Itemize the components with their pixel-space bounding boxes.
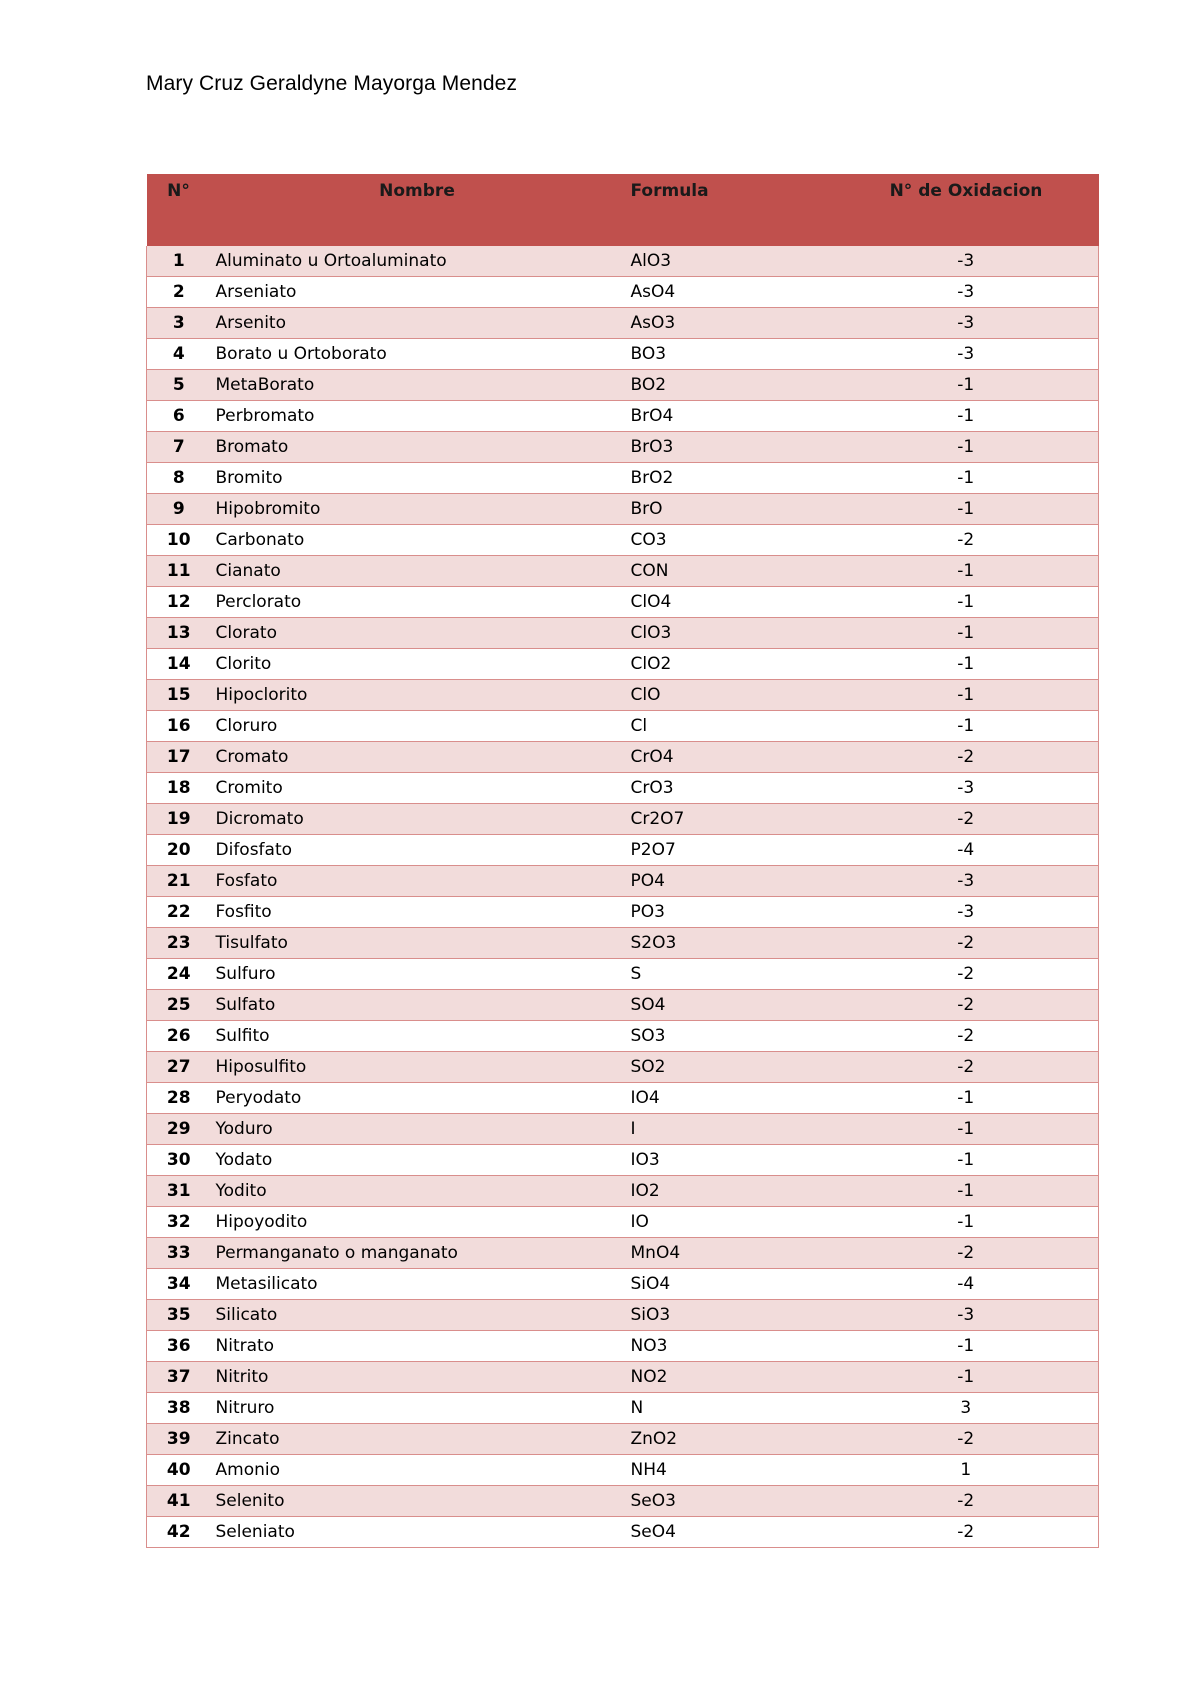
row-formula: NO3: [624, 1331, 834, 1362]
row-formula: BrO3: [624, 432, 834, 463]
row-oxidation: -3: [834, 866, 1099, 897]
row-name: Arseniato: [211, 277, 624, 308]
row-formula: IO: [624, 1207, 834, 1238]
row-formula: I: [624, 1114, 834, 1145]
row-name: MetaBorato: [211, 370, 624, 401]
row-formula: Cl: [624, 711, 834, 742]
header-oxidation: N° de Oxidacion: [834, 175, 1099, 247]
row-number: 32: [147, 1207, 211, 1238]
table-row: [147, 246, 1099, 277]
row-name: Amonio: [211, 1455, 624, 1486]
row-oxidation: -1: [834, 494, 1099, 525]
table-row: [147, 339, 1099, 370]
row-oxidation: -4: [834, 1269, 1099, 1300]
row-number: 24: [147, 959, 211, 990]
row-oxidation: -1: [834, 711, 1099, 742]
row-number: 19: [147, 804, 211, 835]
row-name: Cromito: [211, 773, 624, 804]
row-formula: SiO4: [624, 1269, 834, 1300]
row-number: 12: [147, 587, 211, 618]
row-formula: BrO2: [624, 463, 834, 494]
row-formula: IO3: [624, 1145, 834, 1176]
row-name: Yodato: [211, 1145, 624, 1176]
table-row: [147, 1083, 1099, 1114]
row-formula: NH4: [624, 1455, 834, 1486]
table-body: [147, 246, 1099, 1548]
row-number: 42: [147, 1517, 211, 1548]
row-formula: CrO4: [624, 742, 834, 773]
row-oxidation: -1: [834, 649, 1099, 680]
row-oxidation: 1: [834, 1455, 1099, 1486]
table-row: [147, 773, 1099, 804]
row-number: 4: [147, 339, 211, 370]
row-formula: PO4: [624, 866, 834, 897]
row-oxidation: -2: [834, 525, 1099, 556]
row-oxidation: -2: [834, 1486, 1099, 1517]
row-number: 6: [147, 401, 211, 432]
row-oxidation: -2: [834, 1424, 1099, 1455]
row-number: 20: [147, 835, 211, 866]
row-oxidation: -1: [834, 618, 1099, 649]
row-number: 21: [147, 866, 211, 897]
table-row: [147, 277, 1099, 308]
row-oxidation: -2: [834, 804, 1099, 835]
row-oxidation: -1: [834, 1114, 1099, 1145]
table-row: [147, 928, 1099, 959]
row-name: Metasilicato: [211, 1269, 624, 1300]
row-number: 11: [147, 556, 211, 587]
table-row: [147, 1176, 1099, 1207]
row-name: Nitruro: [211, 1393, 624, 1424]
header-formula: Formula: [624, 175, 834, 247]
row-number: 8: [147, 463, 211, 494]
row-oxidation: -3: [834, 277, 1099, 308]
row-name: Sulfuro: [211, 959, 624, 990]
row-name: Sulfito: [211, 1021, 624, 1052]
row-name: Hiposulfito: [211, 1052, 624, 1083]
table-row: [147, 370, 1099, 401]
row-formula: ClO2: [624, 649, 834, 680]
row-oxidation: -1: [834, 1331, 1099, 1362]
row-oxidation: -3: [834, 308, 1099, 339]
row-formula: ZnO2: [624, 1424, 834, 1455]
row-number: 34: [147, 1269, 211, 1300]
row-oxidation: -1: [834, 556, 1099, 587]
row-formula: BrO: [624, 494, 834, 525]
table-row: [147, 525, 1099, 556]
row-formula: SO4: [624, 990, 834, 1021]
row-name: Peryodato: [211, 1083, 624, 1114]
row-formula: AsO4: [624, 277, 834, 308]
row-formula: Cr2O7: [624, 804, 834, 835]
row-oxidation: -4: [834, 835, 1099, 866]
table-row: [147, 1517, 1099, 1548]
table-row: [147, 618, 1099, 649]
row-name: Cromato: [211, 742, 624, 773]
row-name: Yodito: [211, 1176, 624, 1207]
row-oxidation: -1: [834, 587, 1099, 618]
table-row: [147, 835, 1099, 866]
row-number: 9: [147, 494, 211, 525]
row-name: Fosfito: [211, 897, 624, 928]
table-row: [147, 804, 1099, 835]
row-name: Nitrito: [211, 1362, 624, 1393]
row-name: Perbromato: [211, 401, 624, 432]
table-row: [147, 742, 1099, 773]
row-formula: BO3: [624, 339, 834, 370]
table-row: [147, 1362, 1099, 1393]
row-formula: CON: [624, 556, 834, 587]
row-formula: S2O3: [624, 928, 834, 959]
table-row: [147, 1393, 1099, 1424]
row-oxidation: -1: [834, 1176, 1099, 1207]
row-name: Arsenito: [211, 308, 624, 339]
row-number: 16: [147, 711, 211, 742]
row-name: Perclorato: [211, 587, 624, 618]
table-row: [147, 401, 1099, 432]
row-name: Clorato: [211, 618, 624, 649]
table-row: [147, 866, 1099, 897]
row-number: 30: [147, 1145, 211, 1176]
row-name: Bromato: [211, 432, 624, 463]
row-formula: SeO3: [624, 1486, 834, 1517]
row-oxidation: -1: [834, 432, 1099, 463]
row-oxidation: -3: [834, 246, 1099, 277]
table-row: [147, 711, 1099, 742]
row-oxidation: -1: [834, 1145, 1099, 1176]
table-row: [147, 432, 1099, 463]
table-row: [147, 959, 1099, 990]
row-formula: PO3: [624, 897, 834, 928]
table-row: [147, 1021, 1099, 1052]
row-number: 14: [147, 649, 211, 680]
row-number: 13: [147, 618, 211, 649]
row-name: Cloruro: [211, 711, 624, 742]
header-row: [147, 175, 1099, 247]
row-formula: CrO3: [624, 773, 834, 804]
row-formula: P2O7: [624, 835, 834, 866]
row-number: 15: [147, 680, 211, 711]
row-number: 29: [147, 1114, 211, 1145]
row-number: 28: [147, 1083, 211, 1114]
row-formula: ClO3: [624, 618, 834, 649]
row-oxidation: -2: [834, 1517, 1099, 1548]
row-name: Permanganato o manganato: [211, 1238, 624, 1269]
header-name: Nombre: [211, 175, 624, 247]
row-name: Difosfato: [211, 835, 624, 866]
row-name: Aluminato u Ortoaluminato: [211, 246, 624, 277]
row-name: Fosfato: [211, 866, 624, 897]
row-name: Yoduro: [211, 1114, 624, 1145]
row-formula: SiO3: [624, 1300, 834, 1331]
row-oxidation: -1: [834, 463, 1099, 494]
row-oxidation: -1: [834, 370, 1099, 401]
anions-table-container: [146, 174, 1098, 1548]
row-formula: AsO3: [624, 308, 834, 339]
table-row: [147, 1052, 1099, 1083]
row-number: 36: [147, 1331, 211, 1362]
row-number: 33: [147, 1238, 211, 1269]
table-row: [147, 1145, 1099, 1176]
table-row: [147, 1269, 1099, 1300]
table-row: [147, 1486, 1099, 1517]
row-name: Hipoclorito: [211, 680, 624, 711]
table-row: [147, 1331, 1099, 1362]
row-formula: CO3: [624, 525, 834, 556]
row-oxidation: -1: [834, 1083, 1099, 1114]
anions-table: [146, 174, 1099, 1548]
row-oxidation: -2: [834, 990, 1099, 1021]
row-oxidation: -2: [834, 742, 1099, 773]
row-number: 1: [147, 246, 211, 277]
table-row: [147, 587, 1099, 618]
table-row: [147, 1424, 1099, 1455]
row-name: Zincato: [211, 1424, 624, 1455]
row-number: 3: [147, 308, 211, 339]
row-oxidation: -1: [834, 1362, 1099, 1393]
row-oxidation: -2: [834, 1238, 1099, 1269]
row-number: 23: [147, 928, 211, 959]
table-row: [147, 680, 1099, 711]
row-number: 35: [147, 1300, 211, 1331]
row-number: 39: [147, 1424, 211, 1455]
table-row: [147, 990, 1099, 1021]
row-number: 38: [147, 1393, 211, 1424]
row-name: Cianato: [211, 556, 624, 587]
row-number: 22: [147, 897, 211, 928]
row-formula: IO4: [624, 1083, 834, 1114]
table-row: [147, 1114, 1099, 1145]
row-formula: NO2: [624, 1362, 834, 1393]
row-oxidation: -2: [834, 1052, 1099, 1083]
row-name: Dicromato: [211, 804, 624, 835]
table-row: [147, 1300, 1099, 1331]
table-row: [147, 897, 1099, 928]
row-name: Hipoyodito: [211, 1207, 624, 1238]
table-row: [147, 649, 1099, 680]
table-row: [147, 1238, 1099, 1269]
row-oxidation: -3: [834, 1300, 1099, 1331]
row-name: Carbonato: [211, 525, 624, 556]
table-header: [147, 175, 1099, 247]
row-number: 27: [147, 1052, 211, 1083]
row-number: 25: [147, 990, 211, 1021]
table-row: [147, 1455, 1099, 1486]
row-name: Selenito: [211, 1486, 624, 1517]
row-number: 17: [147, 742, 211, 773]
row-oxidation: -2: [834, 1021, 1099, 1052]
row-number: 40: [147, 1455, 211, 1486]
table-row: [147, 494, 1099, 525]
row-oxidation: -3: [834, 339, 1099, 370]
table-row: [147, 308, 1099, 339]
row-name: Tisulfato: [211, 928, 624, 959]
row-oxidation: -1: [834, 680, 1099, 711]
row-oxidation: -3: [834, 897, 1099, 928]
row-oxidation: -1: [834, 401, 1099, 432]
row-number: 41: [147, 1486, 211, 1517]
table-row: [147, 1207, 1099, 1238]
row-name: Silicato: [211, 1300, 624, 1331]
table-row: [147, 463, 1099, 494]
row-oxidation: 3: [834, 1393, 1099, 1424]
row-number: 37: [147, 1362, 211, 1393]
row-oxidation: -3: [834, 773, 1099, 804]
row-name: Bromito: [211, 463, 624, 494]
header-num: N°: [147, 175, 211, 247]
row-formula: S: [624, 959, 834, 990]
row-name: Seleniato: [211, 1517, 624, 1548]
row-oxidation: -2: [834, 928, 1099, 959]
row-number: 7: [147, 432, 211, 463]
author-name: Mary Cruz Geraldyne Mayorga Mendez: [146, 72, 518, 95]
row-name: Hipobromito: [211, 494, 624, 525]
row-formula: ClO: [624, 680, 834, 711]
row-formula: N: [624, 1393, 834, 1424]
row-oxidation: -2: [834, 959, 1099, 990]
row-name: Clorito: [211, 649, 624, 680]
row-number: 10: [147, 525, 211, 556]
row-formula: SO2: [624, 1052, 834, 1083]
row-name: Sulfato: [211, 990, 624, 1021]
row-number: 18: [147, 773, 211, 804]
row-formula: BO2: [624, 370, 834, 401]
row-number: 2: [147, 277, 211, 308]
row-number: 31: [147, 1176, 211, 1207]
row-formula: IO2: [624, 1176, 834, 1207]
row-formula: AlO3: [624, 246, 834, 277]
row-name: Borato u Ortoborato: [211, 339, 624, 370]
row-formula: ClO4: [624, 587, 834, 618]
row-formula: SO3: [624, 1021, 834, 1052]
row-number: 5: [147, 370, 211, 401]
table-row: [147, 556, 1099, 587]
row-name: Nitrato: [211, 1331, 624, 1362]
row-number: 26: [147, 1021, 211, 1052]
row-oxidation: -1: [834, 1207, 1099, 1238]
row-formula: SeO4: [624, 1517, 834, 1548]
row-formula: BrO4: [624, 401, 834, 432]
row-formula: MnO4: [624, 1238, 834, 1269]
